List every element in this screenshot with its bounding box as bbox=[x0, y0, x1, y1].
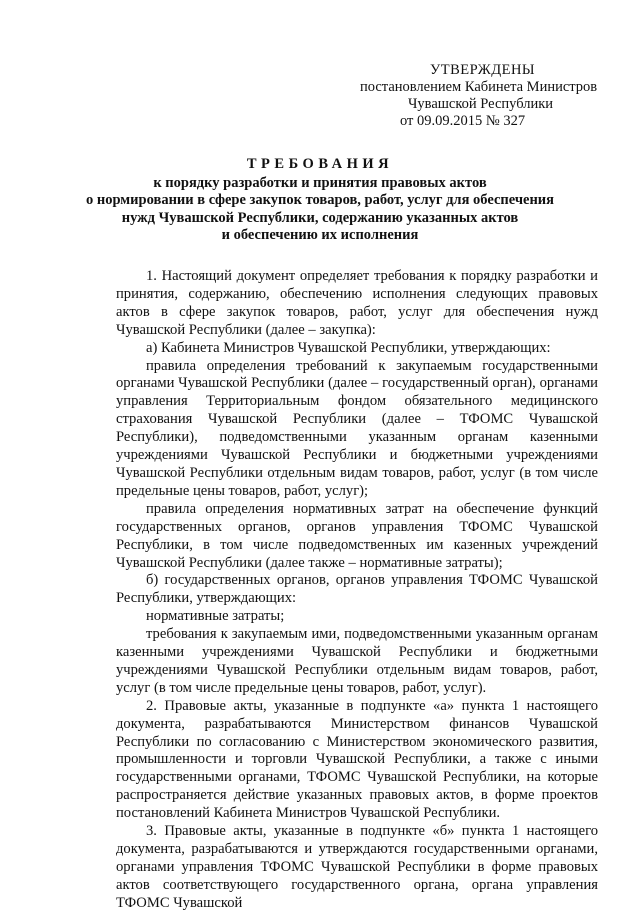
approval-title: УТВЕРЖДЕНЫ bbox=[430, 62, 536, 78]
approval-line-2: Чувашской Республики bbox=[408, 96, 554, 112]
paragraph-1: 1. Настоящий документ определяет требования к порядку разработки и принятия, содержанию, обеспечению исполнения следующих правовых актов в сфере закупок товаров, работ, услуг для обеспечения нужд Чувашской Республики (далее – закупка): bbox=[116, 268, 598, 338]
paragraph-3: 3. Правовые акты, указанные в подпункте «б» пункта 1 настоящего документа, разрабатываются и утверждаются государственными органами, органами управления ТФОМС Чувашской Республики в форме правовых актов соответствующего государственного органа, органа управления ТФОМС Чувашской bbox=[116, 823, 598, 911]
heading-line-4: и обеспечению их исполнения bbox=[221, 227, 419, 243]
approval-stamp bbox=[360, 62, 610, 130]
paragraph-1b: б) государственных органов, органов управления ТФОМС Чувашской Республики, утверждающих: bbox=[116, 572, 598, 607]
heading-line-1: к порядку разработки и принятия правовых актов bbox=[153, 174, 487, 191]
document-body bbox=[116, 268, 598, 913]
paragraph-1b-costs: нормативные затраты; bbox=[146, 608, 285, 625]
document-title: ТРЕБОВАНИЯ bbox=[246, 156, 394, 172]
heading-line-2: о нормировании в сфере закупок товаров, работ, услуг для обеспечения bbox=[85, 192, 554, 208]
paragraph-1b-requirements: требования к закупаемым ими, подведомственными указанным органам казенными учреждениями Чувашской Республики и бюджетными учреждениями Чувашской Республики отдельным видам товаров, работ, услуг (в том числе предельные цены товаров, работ, услуг). bbox=[116, 626, 598, 696]
heading-line-3: нужд Чувашской Республики, содержанию указанных актов bbox=[121, 209, 519, 226]
paragraph-1a: а) Кабинета Министров Чувашской Республики, утверждающих: bbox=[146, 339, 551, 356]
approval-line-1: постановлением Кабинета Министров bbox=[360, 79, 598, 95]
paragraph-2: 2. Правовые акты, указанные в подпункте «а» пункта 1 настоящего документа, разрабатываются Министерством финансов Чувашской Республики по согласованию с Министерством экономического развития, промышленности и торговли Чувашской Республики, а также с иными государственными органами, ТФОМС Чувашской Республики, на которые распространяется действие указанных правовых актов, в форме проектов постановлений Кабинета Министров Чувашской Республики. bbox=[116, 697, 598, 822]
document-heading bbox=[40, 156, 600, 245]
paragraph-1a-rules-costs: правила определения нормативных затрат на обеспечение функций государственных органов, органов управления ТФОМС Чувашской Республики, в том числе подведомственных им казенных учреждений Чувашской Республики (далее также – нормативные затраты); bbox=[116, 500, 598, 571]
approval-line-3: от 09.09.2015 № 327 bbox=[400, 113, 526, 129]
paragraph-1a-rules-requirements: правила определения требований к закупаемым государственными органами Чувашской Республики (далее – государственный орган), органами управления Территориальным фондом обязательного медицинского страхования Чувашской Республики (далее – ТФОМС Чувашской Республики), подведомственными указанным органам казенными учреждениями Чувашской Республики и бюджетными учреждениями Чувашской Республики отдельным видам товаров, работ, услуг (в том числе предельные цены товаров, работ, услуг); bbox=[116, 357, 598, 499]
